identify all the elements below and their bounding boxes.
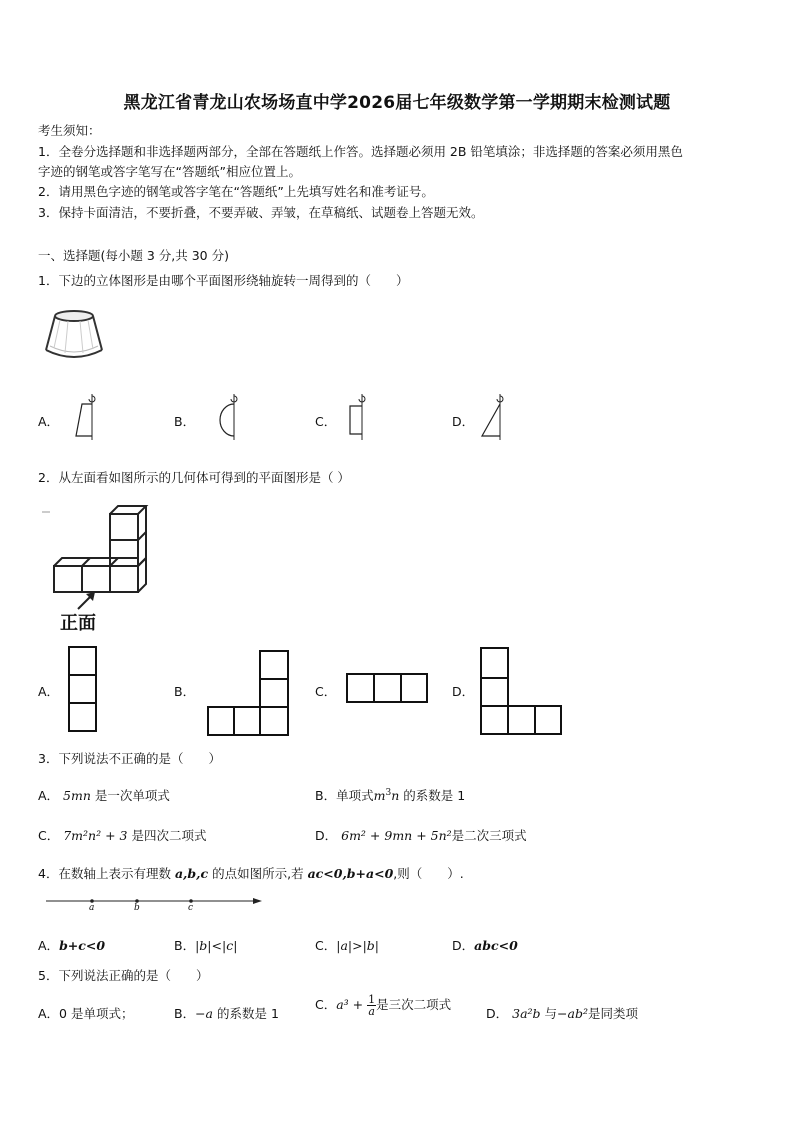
q1-option-b-label: B． bbox=[174, 414, 196, 429]
q5-option-d-text: 是同类项 bbox=[588, 1006, 639, 1021]
q1-frustum-figure bbox=[40, 306, 110, 366]
q4-option-a bbox=[38, 936, 105, 954]
q3-option-a-label: A． bbox=[38, 788, 60, 803]
q4-option-a-label: A． bbox=[38, 938, 60, 953]
q4-stem-vars: a,b,c bbox=[174, 866, 209, 881]
q3-option-d bbox=[315, 826, 527, 844]
notice-item-1-line-1: 1．全卷分选择题和非选择题两部分，全部在答题纸上作答。选择题必须用 2B 铅笔填涂；非选择题的答案必须用黑色 bbox=[38, 144, 683, 159]
notice-item-2: 2．请用黑色字迹的钢笔或答字笔在“答题纸”上先填写姓名和准考证号。 bbox=[38, 184, 434, 199]
q5-option-d bbox=[486, 1004, 638, 1022]
q4-option-c-text: |a|>|b| bbox=[336, 938, 380, 953]
q5-option-c bbox=[315, 994, 451, 1017]
q5-option-c-text: 是三次二项式 bbox=[376, 997, 452, 1012]
q3-option-c-label: C． bbox=[38, 828, 60, 843]
q1-option-c-figure bbox=[344, 392, 384, 442]
q4-option-c bbox=[315, 936, 379, 954]
q3-option-b-expr-n: n bbox=[391, 788, 400, 803]
q5-option-c-expr: a³ + bbox=[336, 997, 364, 1012]
q2-option-d-figure bbox=[478, 645, 568, 737]
q4-point-a-label: a bbox=[89, 903, 95, 913]
notice-item-1-line-2: 字迹的钢笔或答字笔写在“答题纸”相应位置上。 bbox=[38, 164, 301, 179]
q3-option-c-expr: 7m²n² + 3 bbox=[63, 828, 128, 843]
q3-option-d-label: D． bbox=[315, 828, 338, 843]
q5-option-d-expr-1: 3a²b bbox=[512, 1006, 541, 1021]
q3-option-b bbox=[315, 786, 465, 804]
q1-option-b-figure bbox=[206, 392, 246, 442]
q1-option-d-figure bbox=[476, 392, 516, 442]
q2-option-d-label: D． bbox=[452, 684, 475, 699]
q5-option-b-label: B． bbox=[174, 1006, 196, 1021]
q5-option-b-text: 的系数是 1 bbox=[217, 1006, 279, 1021]
q3-stem: 3．下列说法不正确的是（ ） bbox=[38, 751, 221, 766]
q1-option-d-label: D． bbox=[452, 414, 475, 429]
page-title: 黑龙江省青龙山农场场直中学2026届七年级数学第一学期期末检测试题 bbox=[123, 93, 671, 113]
q4-point-b-label: b bbox=[134, 903, 140, 913]
q3-option-b-expr-exp: 3 bbox=[385, 787, 392, 798]
q4-stem-mid: 的点如图所示,若 bbox=[212, 866, 304, 881]
q4-option-a-text: b+c<0 bbox=[59, 938, 106, 953]
q2-stem: 2．从左面看如图所示的几何体可得到的平面图形是（ ） bbox=[38, 470, 350, 485]
q5-stem: 5．下列说法正确的是（ ） bbox=[38, 968, 209, 983]
notice-item-3: 3．保持卡面清洁，不要折叠，不要弄破、弄皱，在草稿纸、试题卷上答题无效。 bbox=[38, 205, 484, 220]
q4-stem bbox=[38, 864, 464, 882]
q4-option-d bbox=[452, 936, 518, 954]
q3-option-d-expr: 6m² + 9mn + 5n² bbox=[341, 828, 452, 843]
q5-option-b-expr: −a bbox=[195, 1006, 214, 1021]
q5-option-b bbox=[174, 1004, 279, 1022]
q3-option-c bbox=[38, 826, 206, 844]
q2-front-label: 正面 bbox=[60, 613, 96, 634]
q4-stem-cond: ac<0,b+a<0 bbox=[307, 866, 394, 881]
section-heading: 一、选择题(每小题 3 分,共 30 分) bbox=[38, 248, 229, 263]
q4-point-c-label: c bbox=[188, 903, 194, 913]
q2-option-a-figure bbox=[66, 644, 102, 734]
q4-option-b-label: B． bbox=[174, 938, 196, 953]
q4-option-d-text: abc<0 bbox=[474, 938, 518, 953]
q3-option-a bbox=[38, 786, 170, 804]
q5-option-d-expr-2: −ab² bbox=[557, 1006, 588, 1021]
q4-stem-end: ,则（ ）. bbox=[393, 866, 464, 881]
q5-option-a: A．0 是单项式； bbox=[38, 1006, 134, 1021]
q3-option-c-text: 是四次二项式 bbox=[131, 828, 207, 843]
q5-option-c-fraction bbox=[367, 994, 376, 1017]
q2-option-c-label: C． bbox=[315, 684, 337, 699]
q2-cube-figure bbox=[40, 494, 160, 634]
q3-option-b-expr-m: m bbox=[373, 788, 386, 803]
notice-heading: 考生须知： bbox=[38, 123, 101, 138]
q5-option-c-fraction-numerator: 1 bbox=[368, 993, 376, 1006]
q3-option-b-prefix: 单项式 bbox=[336, 788, 374, 803]
q5-option-d-mid: 与 bbox=[544, 1006, 558, 1021]
q3-option-a-text: 是一次单项式 bbox=[94, 788, 170, 803]
q4-option-d-label: D． bbox=[452, 938, 475, 953]
q1-option-a-label: A． bbox=[38, 414, 60, 429]
q4-stem-pre: 4．在数轴上表示有理数 bbox=[38, 866, 171, 881]
q2-option-c-figure bbox=[344, 671, 430, 707]
q2-option-b-label: B． bbox=[174, 684, 196, 699]
q3-option-d-text: 是二次三项式 bbox=[451, 828, 527, 843]
q5-option-c-label: C． bbox=[315, 997, 337, 1012]
q1-option-a-figure bbox=[66, 392, 106, 442]
q1-option-c-label: C． bbox=[315, 414, 337, 429]
q3-option-b-label: B． bbox=[315, 788, 337, 803]
q4-option-c-label: C． bbox=[315, 938, 337, 953]
q4-option-b bbox=[174, 936, 237, 954]
q3-option-b-text: 的系数是 1 bbox=[403, 788, 466, 803]
q3-option-a-expr: 5mn bbox=[63, 788, 91, 803]
q1-stem: 1．下边的立体图形是由哪个平面图形绕轴旋转一周得到的（ ） bbox=[38, 273, 409, 288]
q4-option-b-text: |b|<|c| bbox=[195, 938, 238, 953]
q5-option-d-label: D． bbox=[486, 1006, 509, 1021]
q2-option-a-label: A． bbox=[38, 684, 60, 699]
q2-option-b-figure bbox=[206, 648, 296, 738]
q5-option-c-fraction-denominator: a bbox=[368, 1005, 375, 1018]
q4-number-line bbox=[44, 892, 268, 920]
